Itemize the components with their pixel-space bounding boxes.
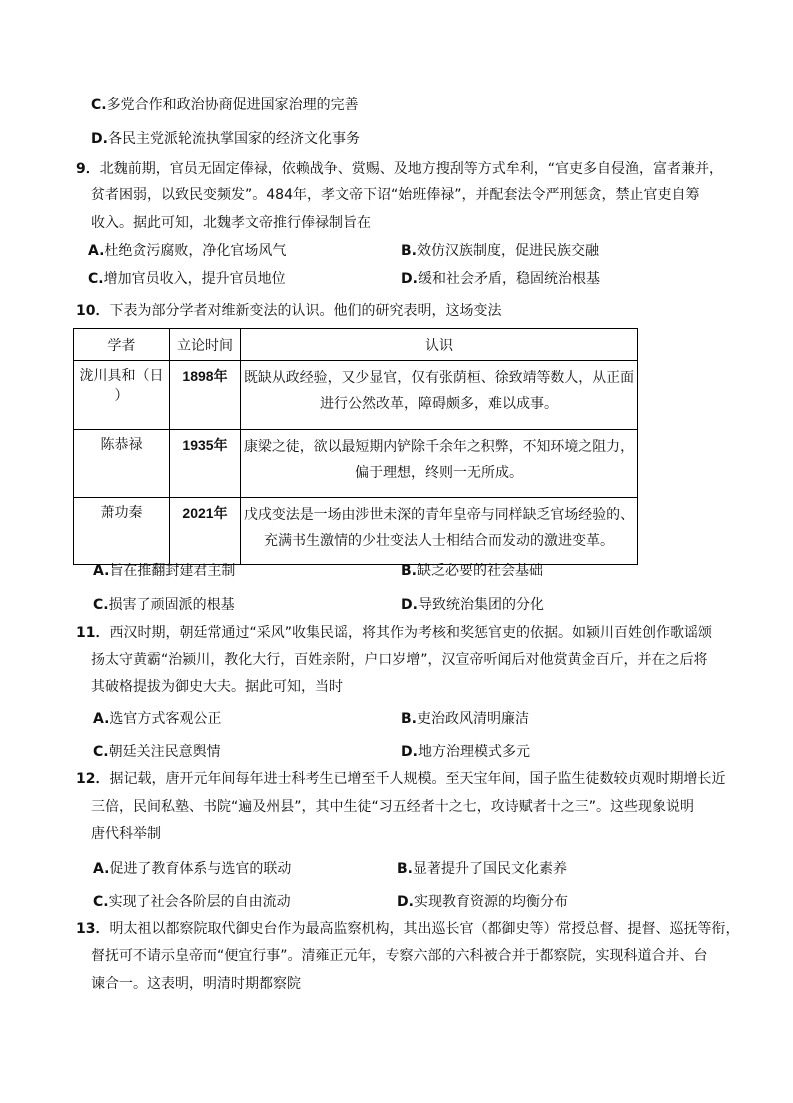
q11-stem-line-3: 其破格提拔为御史大夫。据此可知，当时 [91,679,343,695]
cell-year: 1935年 [170,430,241,498]
scholars-table [73,328,638,565]
option-text: 增加官员收入，提升官员地位 [103,271,286,287]
q13-stem-line-1 [76,920,739,938]
cell-scholar: 陈恭禄 [74,430,170,498]
option-letter: C. [91,97,107,113]
option-letter: D. [91,131,108,147]
option-text: 旨在推翻封建君主制 [109,563,236,579]
cell-view: 戊戌变法是一场由涉世未深的青年皇帝与同样缺乏官场经验的、 充满书生激情的少壮变法人士相结合而发动的激进变革。 [241,498,638,565]
cell-year: 2021年 [170,498,241,565]
q10-option-b[interactable] [401,562,543,580]
question-text: 西汉时期，朝廷常通过“采风”收集民谣，将其作为考核和奖惩官吏的依据。如颍川百姓创作歌谣颂 [109,625,712,641]
option-letter: B. [401,563,417,579]
option-letter: B. [397,861,413,877]
option-letter: B. [401,711,417,727]
option-letter: D. [401,271,418,287]
option-letter: A. [93,711,110,727]
q10-option-d[interactable] [401,596,544,614]
option-text: 杜绝贪污腐败，净化官场风气 [104,243,287,259]
q12-option-c[interactable] [93,893,291,911]
question-text: 北魏前期，官员无固定俸禄，依赖战争、赏赐、及地方搜刮等方式牟利，“官吏多自侵渔，富者兼并， [99,161,724,177]
option-text: 显著提升了国民文化素养 [413,861,567,877]
q9-option-b[interactable] [401,242,599,260]
q11-option-b[interactable] [401,710,529,728]
question-number: 11． [76,625,110,641]
option-text: 缺乏必要的社会基础 [417,563,543,579]
q11-stem-line-1 [76,624,712,642]
option-letter: D. [401,597,418,613]
q11-option-a[interactable] [93,710,221,728]
cell-year: 1898年 [170,361,241,430]
cell-view: 既缺从政经验，又少显官，仅有张荫桓、徐致靖等数人，从正面 进行公然改革，障碍颇多，难以成事。 [241,361,638,430]
q12-stem-line-3: 唐代科举制 [91,826,161,842]
q9-stem-line-1 [76,160,723,178]
table-row [74,430,638,498]
option-text: 效仿汉族制度，促进民族交融 [417,243,599,259]
q8-option-d[interactable] [91,130,360,148]
option-letter: C. [93,894,109,910]
option-letter: D. [401,744,418,760]
q10-stem [76,302,501,320]
table-header-row [74,329,638,361]
option-text: 地方治理模式多元 [417,744,530,760]
q9-option-a[interactable] [88,242,286,260]
question-text: 据记载，唐开元年间每年进士科考生已增至千人规模。至天宝年间，国子监生徒数较贞观时期增长近 [109,771,726,787]
option-letter: B. [401,243,417,259]
option-text: 吏治政风清明廉洁 [417,711,529,727]
cell-view: 康梁之徒，欲以最短期内铲除千余年之积弊，不知环境之阻力， 偏于理想，终则一无所成。 [241,430,638,498]
q10-option-c[interactable] [93,596,235,614]
cell-scholar: 泷川具和（日 ） [74,361,170,430]
option-text: 多党合作和政治协商促进国家治理的完善 [106,97,359,113]
option-text: 缓和社会矛盾，稳固统治根基 [417,271,600,287]
q9-stem-line-2: 贫者困弱，以致民变频发”。484年，孝文帝下诏“始班俸禄”，并配套法令严刑惩贪，禁止官吏自筹 [91,187,700,203]
option-text: 选官方式客观公正 [109,711,222,727]
option-letter: A. [93,563,110,579]
q11-option-d[interactable] [401,743,530,761]
question-text: 明太祖以都察院取代御史台作为最高监察机构，其出巡长官（都御史等）常授总督、提督、巡抚等衔， [109,921,740,937]
cell-scholar: 萧功秦 [74,498,170,565]
question-number: 10． [76,303,110,319]
q12-stem-line-2: 三倍，民间私塾、书院“遍及州县”，其中生徒“习五经者十之七，攻诗赋者十之三”。这些现象说明 [91,799,695,815]
option-letter: C. [93,744,109,760]
table-row [74,498,638,565]
option-text: 损害了顽固派的根基 [108,597,235,613]
question-number: 9． [76,161,100,177]
option-text: 促进了教育体系与选官的联动 [109,861,292,877]
q8-option-c[interactable] [91,96,359,114]
table-header-scholar: 学者 [74,329,170,361]
q13-stem-line-2: 督抚可不请示皇帝而“便宜行事”。清雍正元年，专察六部的六科被合并于都察院，实现科道合并、台 [91,948,708,964]
table-header-year: 立论时间 [170,329,241,361]
option-text: 朝廷关注民意舆情 [108,744,221,760]
q11-option-c[interactable] [93,743,221,761]
question-number: 13． [76,921,110,937]
q12-option-b[interactable] [397,860,567,878]
option-letter: A. [88,243,105,259]
question-number: 12． [76,771,110,787]
option-letter: A. [93,861,110,877]
table-row [74,361,638,430]
q9-stem-line-3: 收入。据此可知，北魏孝文帝推行俸禄制旨在 [91,215,371,231]
option-letter: C. [88,271,104,287]
q10-option-a[interactable] [93,562,235,580]
q13-stem-line-3: 谏合一。这表明，明清时期都察院 [91,976,301,992]
option-text: 实现了社会各阶层的自由流动 [108,894,291,910]
q9-option-d[interactable] [401,270,600,288]
question-text: 下表为部分学者对维新变法的认识。他们的研究表明，这场变法 [109,303,502,319]
option-letter: D. [397,894,414,910]
option-text: 实现教育资源的均衡分布 [413,894,568,910]
q12-stem-line-1 [76,770,725,788]
q12-option-a[interactable] [93,860,291,878]
option-text: 各民主党派轮流执掌国家的经济文化事务 [107,131,360,147]
option-text: 导致统治集团的分化 [417,597,544,613]
option-letter: C. [93,597,109,613]
table-header-view: 认识 [241,329,638,361]
q9-option-c[interactable] [88,270,286,288]
q12-option-d[interactable] [397,893,568,911]
q11-stem-line-2: 扬太守黄霸“治颍川，教化大行，百姓亲附，户口岁增”，汉宣帝听闻后对他赏黄金百斤，并在之后将 [91,652,708,668]
